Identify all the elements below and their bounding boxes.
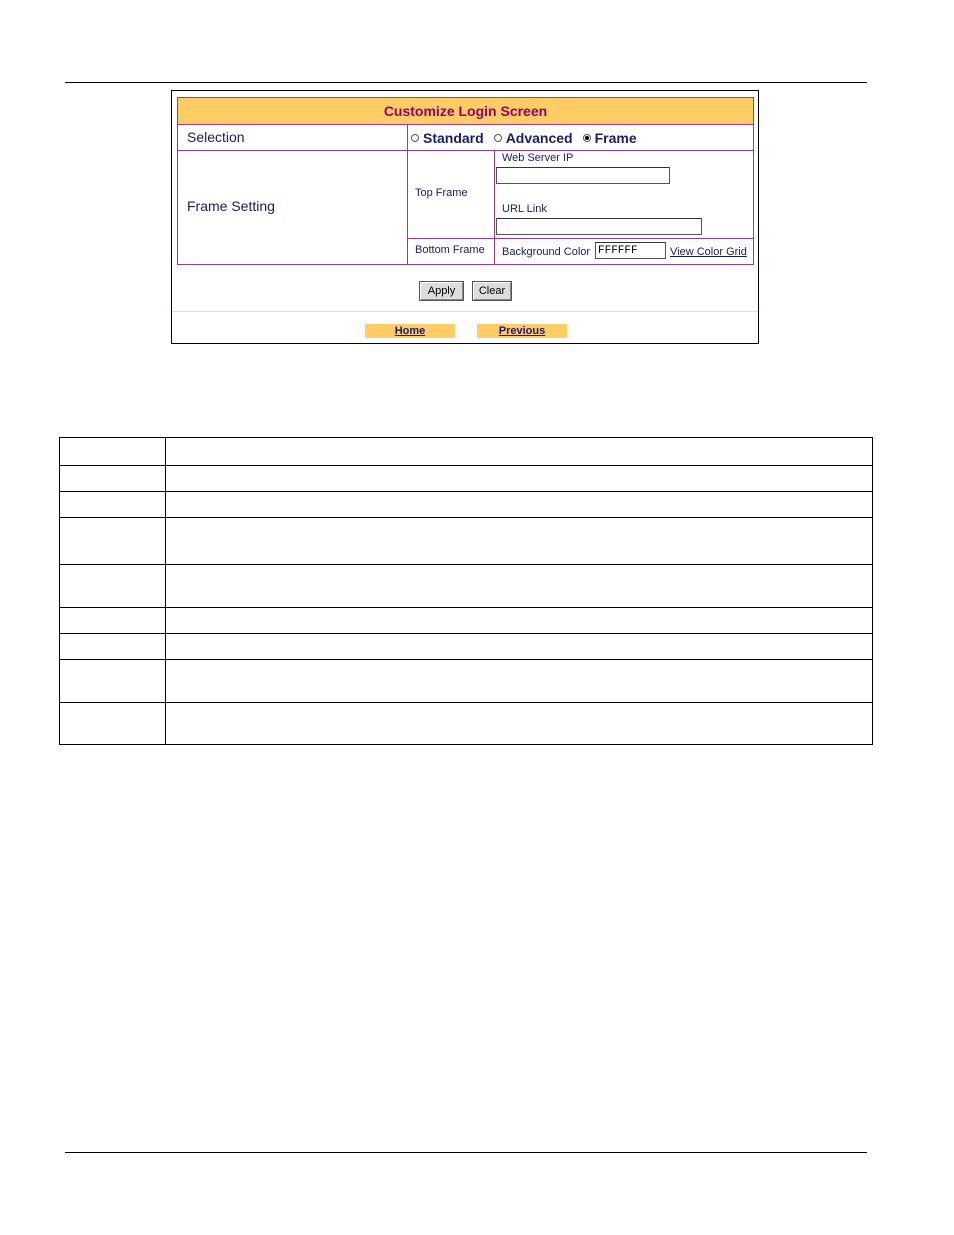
footer-divider bbox=[172, 311, 758, 312]
background-color-input[interactable] bbox=[595, 242, 666, 259]
home-button[interactable]: Home bbox=[365, 324, 455, 338]
table-cell bbox=[60, 634, 166, 660]
radio-frame-circle[interactable] bbox=[583, 134, 591, 142]
radio-standard-circle[interactable] bbox=[411, 134, 419, 142]
table-cell bbox=[166, 518, 873, 565]
selection-radio-group bbox=[411, 128, 647, 148]
radio-standard-label: Standard bbox=[423, 130, 484, 146]
background-color-label: Background Color bbox=[502, 246, 591, 258]
table-cell bbox=[166, 660, 873, 703]
radio-frame-label: Frame bbox=[594, 130, 637, 146]
web-server-ip-label: Web Server IP bbox=[502, 152, 574, 164]
table-row bbox=[60, 466, 873, 492]
apply-button[interactable]: Apply bbox=[419, 281, 464, 301]
column-divider bbox=[407, 125, 408, 264]
table-cell bbox=[166, 492, 873, 518]
table-cell bbox=[60, 492, 166, 518]
header-rule bbox=[65, 82, 867, 83]
table-cell bbox=[60, 608, 166, 634]
selection-label: Selection bbox=[187, 129, 245, 145]
url-link-label: URL Link bbox=[502, 203, 547, 215]
clear-button[interactable]: Clear bbox=[472, 281, 512, 301]
table-cell bbox=[166, 634, 873, 660]
table-cell bbox=[60, 438, 166, 466]
table-cell bbox=[60, 703, 166, 745]
table-cell bbox=[60, 565, 166, 608]
bottom-frame-label: Bottom Frame bbox=[415, 244, 485, 256]
view-color-grid-link[interactable]: View Color Grid bbox=[670, 246, 747, 258]
table-row bbox=[60, 438, 873, 466]
row-divider bbox=[407, 238, 753, 239]
table-cell bbox=[166, 703, 873, 745]
column-divider bbox=[494, 151, 495, 264]
table-row bbox=[60, 703, 873, 745]
table-cell bbox=[166, 438, 873, 466]
frame-setting-label: Frame Setting bbox=[187, 198, 275, 214]
table-row bbox=[60, 608, 873, 634]
radio-advanced[interactable] bbox=[494, 130, 573, 146]
table-cell bbox=[60, 518, 166, 565]
table-cell bbox=[60, 466, 166, 492]
table-row bbox=[60, 518, 873, 565]
top-frame-label: Top Frame bbox=[415, 187, 468, 199]
footer-rule bbox=[65, 1152, 867, 1153]
panel-title: Customize Login Screen bbox=[178, 98, 753, 125]
table-row bbox=[60, 660, 873, 703]
screenshot-frame bbox=[171, 90, 759, 344]
radio-frame[interactable] bbox=[583, 130, 637, 146]
row-divider bbox=[178, 150, 753, 151]
table-row bbox=[60, 634, 873, 660]
url-link-input[interactable] bbox=[496, 218, 702, 235]
web-server-ip-input[interactable] bbox=[496, 167, 670, 184]
radio-advanced-circle[interactable] bbox=[494, 134, 502, 142]
table-cell bbox=[166, 565, 873, 608]
table-cell bbox=[60, 660, 166, 703]
previous-button[interactable]: Previous bbox=[477, 324, 567, 338]
table-cell bbox=[166, 466, 873, 492]
table-cell bbox=[166, 608, 873, 634]
table-row bbox=[60, 565, 873, 608]
customize-login-panel bbox=[177, 97, 754, 265]
radio-standard[interactable] bbox=[411, 130, 484, 146]
table-row bbox=[60, 492, 873, 518]
description-table bbox=[59, 437, 873, 745]
radio-advanced-label: Advanced bbox=[505, 130, 573, 146]
